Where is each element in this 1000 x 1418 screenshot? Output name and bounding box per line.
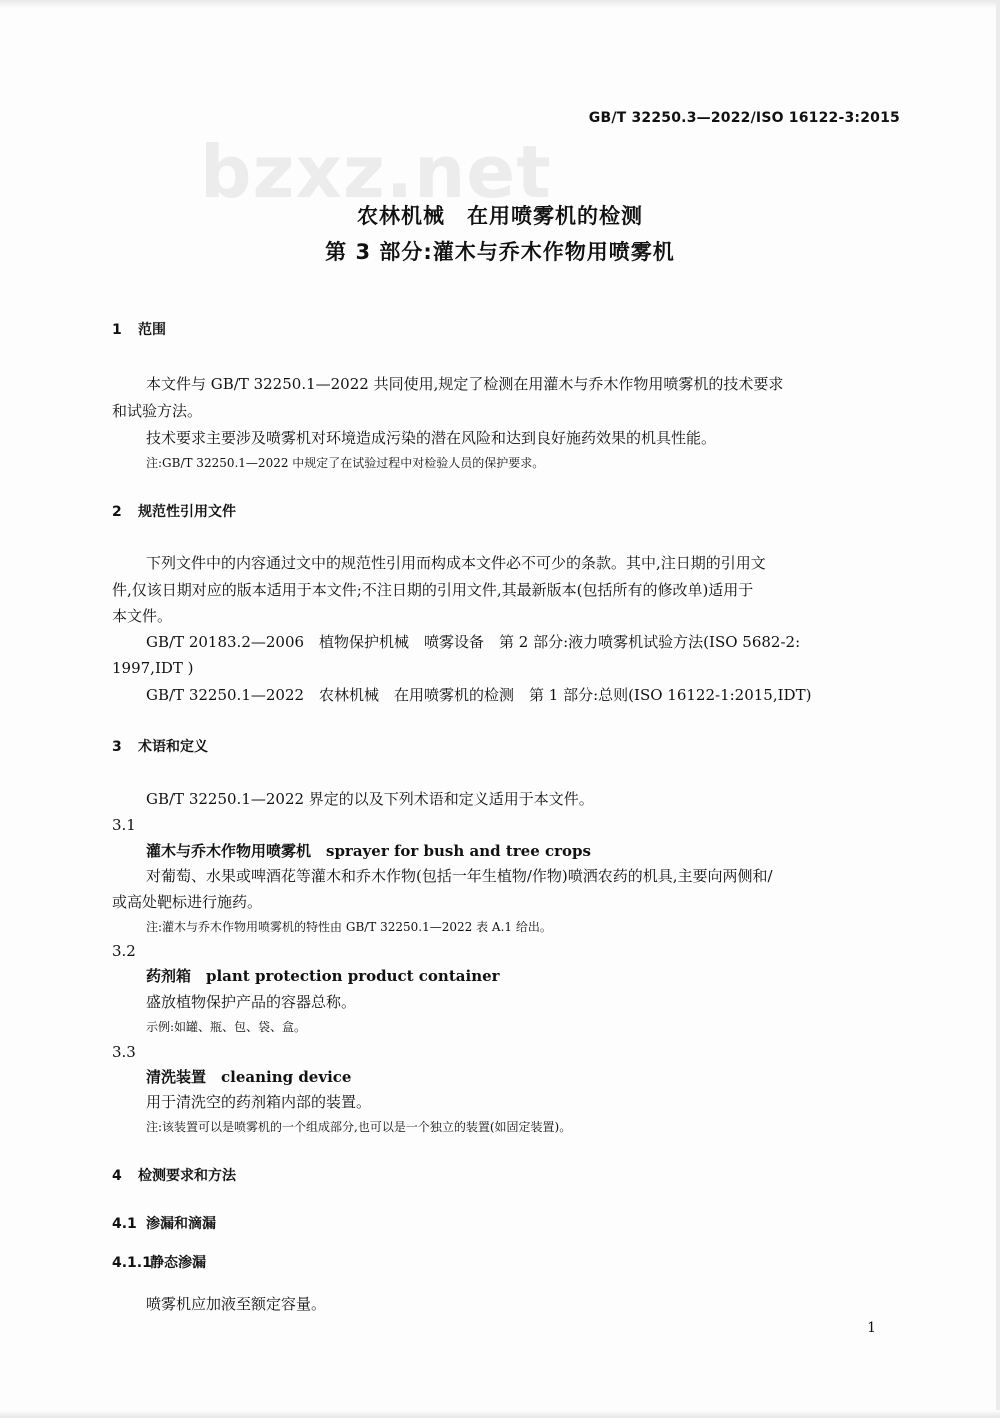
subsection-4-1-1-heading bbox=[112, 1253, 206, 1273]
note: 注:该装置可以是喷雾机的一个组成部分,也可以是一个独立的装置(如固定装置)。 bbox=[146, 1120, 572, 1134]
section-1-heading bbox=[112, 320, 166, 340]
paragraph: GB/T 32250.1—2022 界定的以及下列术语和定义适用于本文件。 bbox=[146, 790, 594, 808]
section-number: 3 bbox=[112, 739, 122, 755]
section-number: 4 bbox=[112, 1168, 122, 1184]
term-title: 灌木与乔木作物用喷雾机 sprayer for bush and tree crops bbox=[146, 842, 591, 860]
paragraph: 件,仅该日期对应的版本适用于本文件;不注日期的引用文件,其最新版本(包括所有的修改单)适用于 bbox=[112, 581, 754, 599]
section-title: 规范性引用文件 bbox=[138, 504, 236, 520]
section-title: 术语和定义 bbox=[138, 739, 208, 755]
section-title: 检测要求和方法 bbox=[138, 1168, 236, 1184]
paragraph: 下列文件中的内容通过文中的规范性引用而构成本文件必不可少的条款。其中,注日期的引用文 bbox=[146, 554, 766, 572]
term-number: 3.1 bbox=[112, 816, 136, 834]
section-number: 2 bbox=[112, 504, 122, 520]
term-definition: 用于清洗空的药剂箱内部的装置。 bbox=[146, 1093, 372, 1111]
term-title: 药剂箱 plant protection product container bbox=[146, 967, 500, 985]
reference-entry: GB/T 20183.2—2006 植物保护机械 喷雾设备 第 2 部分:液力喷雾机试验方法(ISO 5682-2: bbox=[146, 633, 801, 651]
reference-entry: GB/T 32250.1—2022 农林机械 在用喷雾机的检测 第 1 部分:总则(ISO 16122-1:2015,IDT) bbox=[146, 686, 812, 704]
section-number: 4.1.1 bbox=[112, 1255, 152, 1271]
scan-edge-top bbox=[0, 0, 1000, 8]
paragraph: 技术要求主要涉及喷雾机对环境造成污染的潜在风险和达到良好施药效果的机具性能。 bbox=[146, 429, 717, 447]
paragraph: 喷雾机应加液至额定容量。 bbox=[146, 1295, 327, 1313]
section-title: 渗漏和滴漏 bbox=[146, 1216, 216, 1232]
standard-number: GB/T 32250.3—2022/ISO 16122-3:2015 bbox=[588, 110, 900, 126]
term-title: 清洗装置 cleaning device bbox=[146, 1068, 352, 1086]
term-number: 3.3 bbox=[112, 1043, 136, 1061]
section-3-heading bbox=[112, 737, 208, 757]
paragraph: 和试验方法。 bbox=[112, 402, 203, 420]
paragraph: 本文件与 GB/T 32250.1—2022 共同使用,规定了检测在用灌木与乔木作物用喷雾机的技术要求 bbox=[146, 375, 784, 393]
section-title: 范围 bbox=[138, 322, 166, 338]
example: 示例:如罐、瓶、包、袋、盒。 bbox=[146, 1020, 307, 1034]
reference-entry: 1997,IDT ) bbox=[112, 659, 194, 677]
section-4-heading bbox=[112, 1166, 236, 1186]
section-title: 静态渗漏 bbox=[150, 1255, 206, 1271]
scan-edge-bottom bbox=[0, 1410, 1000, 1418]
section-number: 1 bbox=[112, 322, 122, 338]
term-definition: 或高处靶标进行施药。 bbox=[112, 893, 263, 911]
page-number: 1 bbox=[867, 1320, 876, 1336]
term-definition: 盛放植物保护产品的容器总称。 bbox=[146, 993, 357, 1011]
subsection-4-1-heading bbox=[112, 1214, 216, 1234]
note: 注:灌木与乔木作物用喷雾机的特性由 GB/T 32250.1—2022 表 A.1 给出。 bbox=[146, 920, 552, 934]
watermark: bzxz.net bbox=[200, 130, 552, 214]
section-2-heading bbox=[112, 502, 236, 522]
document-title-line2: 第 3 部分:灌木与乔木作物用喷雾机 bbox=[325, 240, 675, 264]
section-number: 4.1 bbox=[112, 1216, 137, 1232]
term-definition: 对葡萄、水果或啤酒花等灌木和乔木作物(包括一年生植物/作物)喷洒农药的机具,主要向两侧和/ bbox=[146, 867, 773, 885]
paragraph: 本文件。 bbox=[112, 607, 173, 625]
term-number: 3.2 bbox=[112, 942, 136, 960]
document-title-line1: 农林机械 在用喷雾机的检测 bbox=[357, 204, 643, 228]
note: 注:GB/T 32250.1—2022 中规定了在试验过程中对检验人员的保护要求。 bbox=[146, 456, 545, 470]
